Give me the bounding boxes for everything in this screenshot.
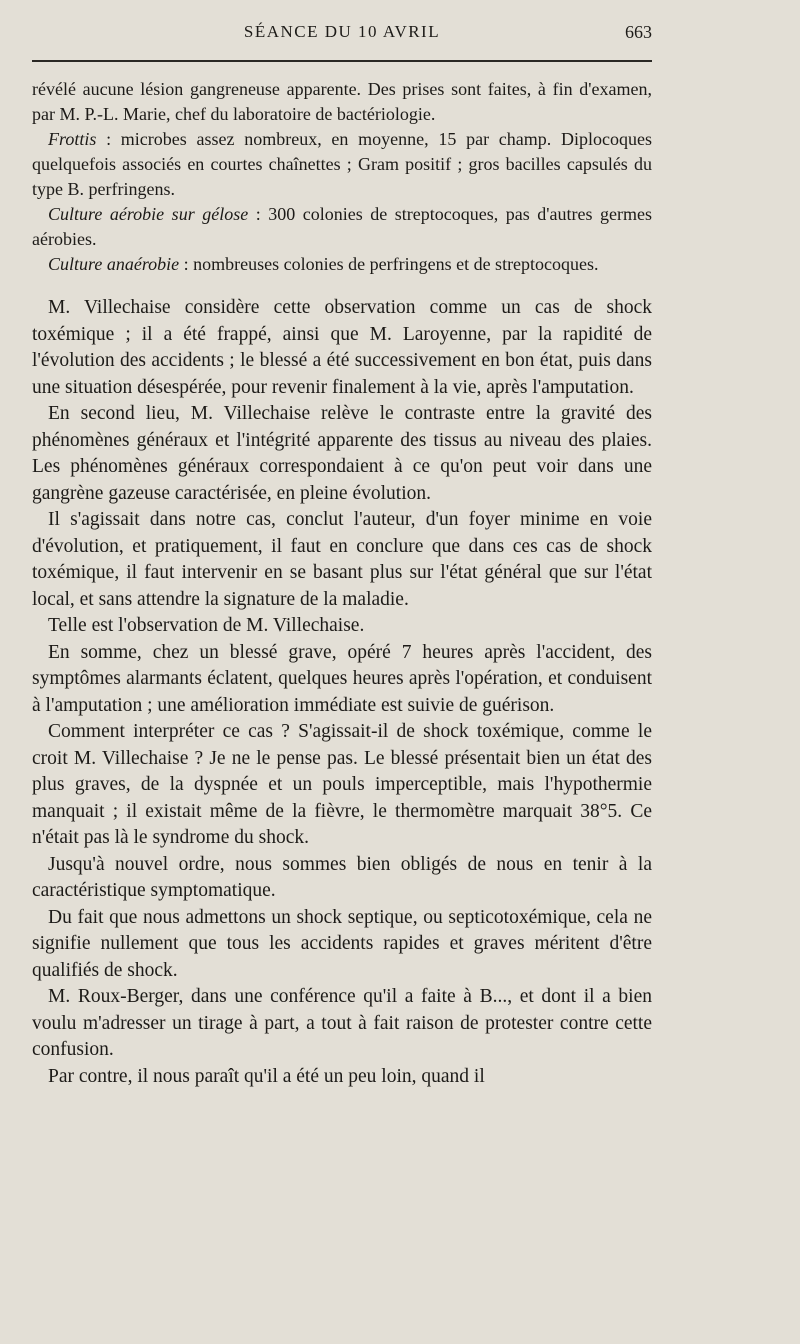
lab-label: Culture aérobie sur gélose: [48, 204, 249, 224]
running-head: [32, 20, 652, 46]
section-gap: [32, 277, 652, 295]
paragraph: Comment interpréter ce cas ? S'agissait-il de shock toxémique, comme le croit M. Villechaise ? Je ne le pense pas. Le blessé présentait bien un état des plus graves, de la dyspnée et un pouls imperceptible, mais l'hypothermie manquait ; il existait même de la fièvre, le thermomètre marquait 38°5. Ce n'était pas là le syndrome du shock.: [32, 721, 652, 848]
paragraph: M. Villechaise considère cette observation comme un cas de shock toxémique ; il a été frappé, ainsi que M. Laroyenne, par la rapidité de l'évolution des accidents ; le blessé a été successivement en bon état, puis dans une situation désespérée, pour revenir finalement à la vie, après l'amputation.: [32, 297, 652, 398]
paragraph: En second lieu, M. Villechaise relève le contraste entre la gravité des phénomènes généraux et l'intégrité apparente des tissus au niveau des plaies. Les phénomènes généraux correspondaient à ce qu'on peut voir dans une gangrène gazeuse caractérisée, en pleine évolution.: [32, 403, 652, 504]
page-number: 663: [625, 22, 652, 42]
header-rule: [32, 60, 652, 62]
paragraph: Jusqu'à nouvel ordre, nous sommes bien obligés de nous en tenir à la caractéristique symptomatique.: [32, 853, 652, 901]
paragraph: révélé aucune lésion gangreneuse apparente. Des prises sont faites, à fin d'examen, par M. P.-L. Marie, chef du laboratoire de bactériologie.: [32, 79, 652, 124]
paragraph: En somme, chez un blessé grave, opéré 7 heures après l'accident, des symptômes alarmants éclatent, quelques heures après l'opération, et conduisent à l'amputation ; une amélioration immédiate est suivie de guérison.: [32, 641, 652, 716]
paragraph: M. Roux-Berger, dans une conférence qu'il a faite à B..., et dont il a bien voulu m'adresser un tirage à part, a tout à fait raison de protester contre cette confusion.: [32, 986, 652, 1060]
running-head-title: SÉANCE DU 10 AVRIL: [243, 22, 441, 41]
paragraph: Du fait que nous admettons un shock septique, ou septicotoxémique, cela ne signifie nullement que tous les accidents rapides et graves méritent d'être qualifiés de shock.: [32, 906, 652, 981]
paragraph: Il s'agissait dans notre cas, conclut l'auteur, d'un foyer minime en voie d'évolution, et pratiquement, il faut en conclure que dans ces cas de shock toxémique, il faut intervenir en se basant plus sur l'état général que sur l'état local, et sans attendre la signature de la maladie.: [32, 509, 652, 610]
paragraph: Culture anaérobie : nombreuses colonies de perfringens et de streptocoques.: [48, 254, 599, 274]
paragraph: Par contre, il nous paraît qu'il a été un peu loin, quand il: [48, 1065, 485, 1087]
paragraph: Telle est l'observation de M. Villechaise.: [48, 615, 365, 636]
lab-label: Frottis: [48, 129, 97, 149]
paragraph: Culture aérobie sur gélose : 300 colonies de streptocoques, pas d'autres germes aérobies.: [32, 204, 652, 249]
lab-label: Culture anaérobie: [48, 254, 180, 274]
paragraph: Frottis : microbes assez nombreux, en moyenne, 15 par champ. Diplocoques quelquefois associés en courtes chaînettes ; Gram positif ; gros bacilles capsulés du type B. perfringens.: [32, 129, 652, 199]
body-text: [32, 77, 652, 1090]
